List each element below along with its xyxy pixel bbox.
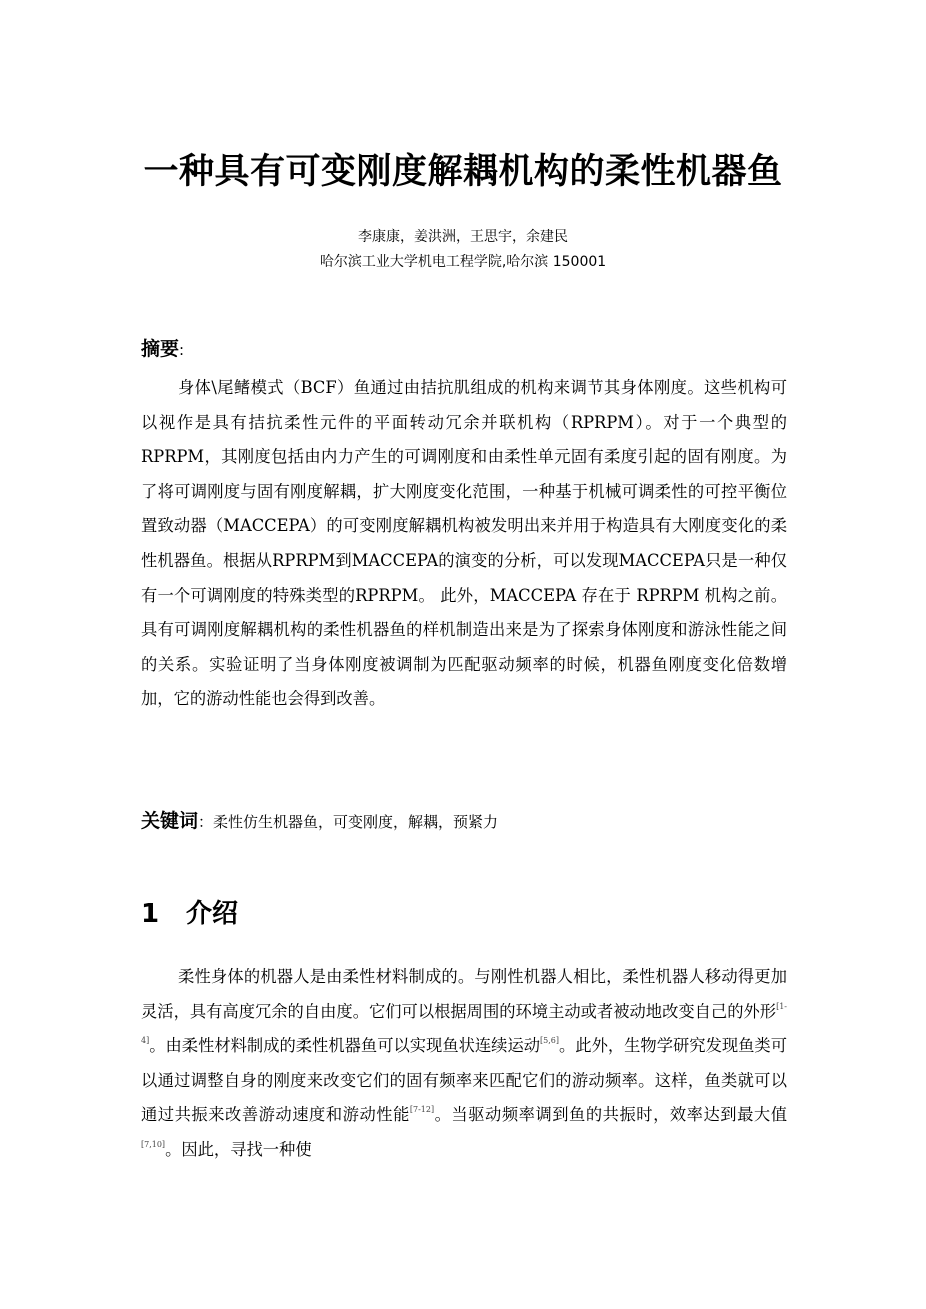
citation: [1-4] [141,1001,787,1046]
intro-paragraph [141,960,787,1168]
citation: [5,6] [540,1036,560,1046]
intro-text-5: 。因此，寻找一种使 [165,1139,312,1159]
paper-title: 一种具有可变刚度解耦机构的柔性机器鱼 [143,152,783,192]
abstract-heading [141,334,184,361]
keywords-label: 关键词 [141,810,199,832]
intro-text-4: 。当驱动频率调到鱼的共振时，效率达到最大值 [434,1105,787,1125]
abstract-colon: : [179,341,185,359]
keywords-colon: ： [198,813,214,831]
citation: [7,10] [141,1139,166,1149]
keywords-line [141,806,498,833]
section-number: 1 [141,899,160,929]
abstract-label: 摘要 [141,338,180,360]
abstract-text: 身体\尾鳍模式（BCF）鱼通过由拮抗肌组成的机构来调节其身体刚度。这些机构可以视作是具有拮抗柔性元件的平面转动冗余并联机构（RPRPM）。对于一个典型的RPRPM，其刚度包括由内力产生的可调刚度和由柔性单元固有柔度引起的固有刚度。为了将可调刚度与固有刚度解耦，扩大刚度变化范围，一种基于机械可调柔性的可控平衡位置致动器（MACCEPA）的可变刚度解耦机构被发明出来并用于构造具有大刚度变化的柔性机器鱼。根据从RPRPM到MACCEPA的演变的分析，可以发现MACCEPA只是一种仅有一个可调刚度的特殊类型的RPRPM。 此外，MACCEPA 存在于 RPRPM 机构之前。 具有可调刚度解耦机构的柔性机器鱼的样机制造出来是为了探索身体刚度和游泳性能之间的关系。实验证明了当身体刚度被调制为匹配驱动频率的时候，机器鱼刚度变化倍数增加，它的游动性能也会得到改善。 [141,378,787,709]
section-title: 介绍 [186,899,239,929]
intro-text-3: 。此外，生物学研究发现鱼类可以通过调整自身的刚度来改变它们的固有频率来匹配它们的游动频率。这样，鱼类就可以通过共振来改善游动速度和游动性能 [141,1036,787,1125]
author-list: 李康康，姜洪洲，王思宇，余建民 [358,229,568,245]
citation: [7-12] [409,1105,435,1115]
section-heading [141,893,238,930]
keywords-text: 柔性仿生机器鱼，可变刚度，解耦，预紧力 [213,813,499,831]
intro-text-1: 柔性身体的机器人是由柔性材料制成的。与刚性机器人相比，柔性机器人移动得更加灵活，具有高度冗余的自由度。它们可以根据周围的环境主动或者被动地改变自己的外形 [141,967,787,1021]
intro-text-2: 。由柔性材料制成的柔性机器鱼可以实现鱼状连续运动 [149,1036,541,1056]
affiliation: 哈尔滨工业大学机电工程学院,哈尔滨 150001 [319,254,607,270]
